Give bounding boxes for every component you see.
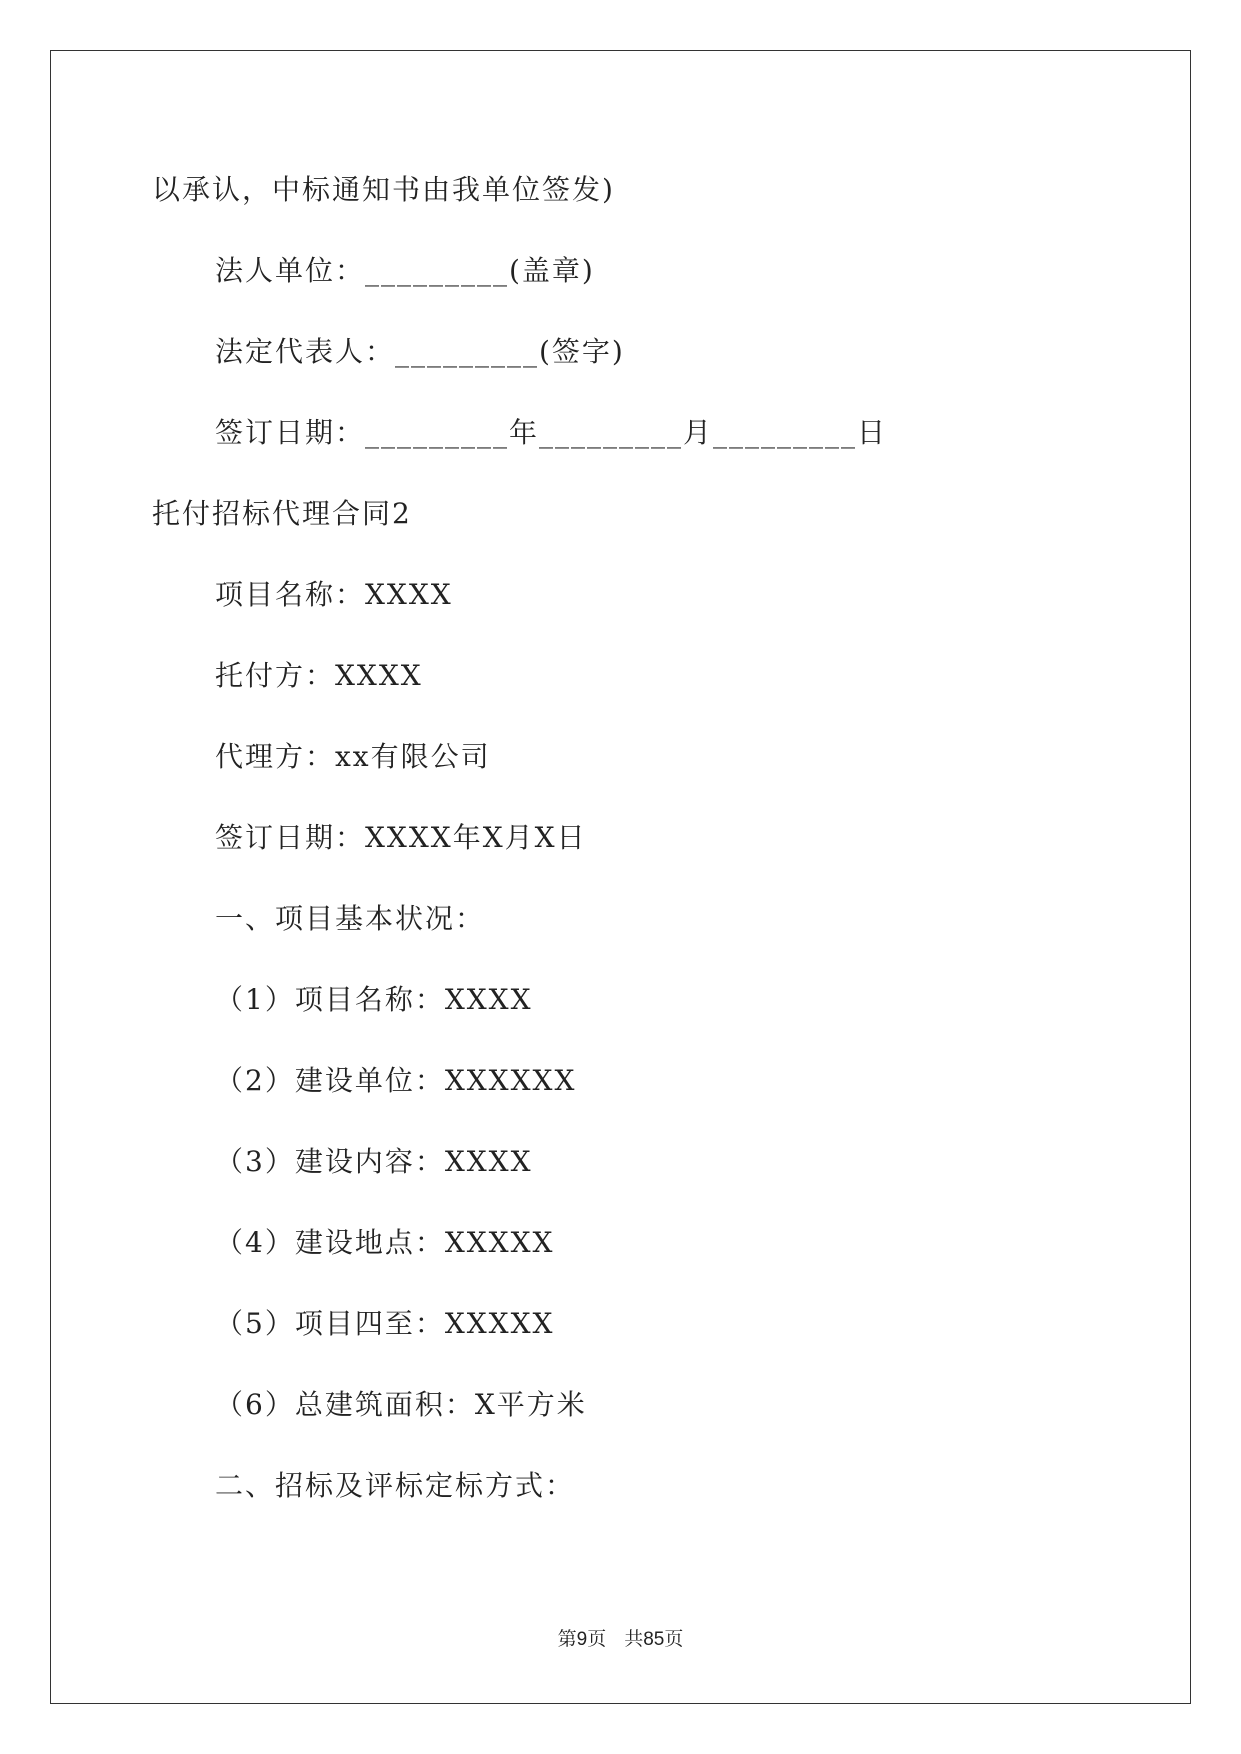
footer-page-suffix: 页 [587,1628,607,1650]
list-item-construction-content: （3）建设内容：XXXX [215,1145,533,1178]
list-item-total-floor-area: （6）总建筑面积：X平方米 [215,1388,587,1421]
footer-page-number: 9 [576,1629,588,1650]
list-item-project-boundaries: （5）项目四至：XXXXX [215,1307,555,1340]
list-item-project-name: （1）项目名称：XXXX [215,983,533,1016]
footer-page-prefix: 第 [557,1628,577,1650]
text-line-continuation: 以承认，中标通知书由我单位签发) [152,173,615,206]
text-line-principal: 托付方：XXXX [215,659,423,692]
text-line-legal-entity: 法人单位：_________(盖章) [215,254,595,287]
heading-project-overview: 一、项目基本状况： [215,902,486,935]
footer-total-pages: 85 [643,1629,665,1650]
text-line-project-name: 项目名称：XXXX [215,578,453,611]
text-line-sign-date: 签订日期：XXXX年X月X日 [215,821,587,854]
text-line-agent: 代理方：xx有限公司 [215,740,491,773]
footer-total-prefix: 共 [624,1628,644,1650]
list-item-construction-unit: （2）建设单位：XXXXXX [215,1064,577,1097]
list-item-construction-site: （4）建设地点：XXXXX [215,1226,555,1259]
section-title-contract-2: 托付招标代理合同2 [152,497,412,530]
text-line-legal-representative: 法定代表人：_________(签字) [215,335,625,368]
text-line-sign-date-blank: 签订日期：_________年_________月_________日 [215,416,888,449]
footer-total-suffix: 页 [664,1628,684,1650]
page-border [50,50,1191,1704]
heading-bidding-method: 二、招标及评标定标方式： [215,1469,576,1502]
page-footer [0,1627,1241,1652]
